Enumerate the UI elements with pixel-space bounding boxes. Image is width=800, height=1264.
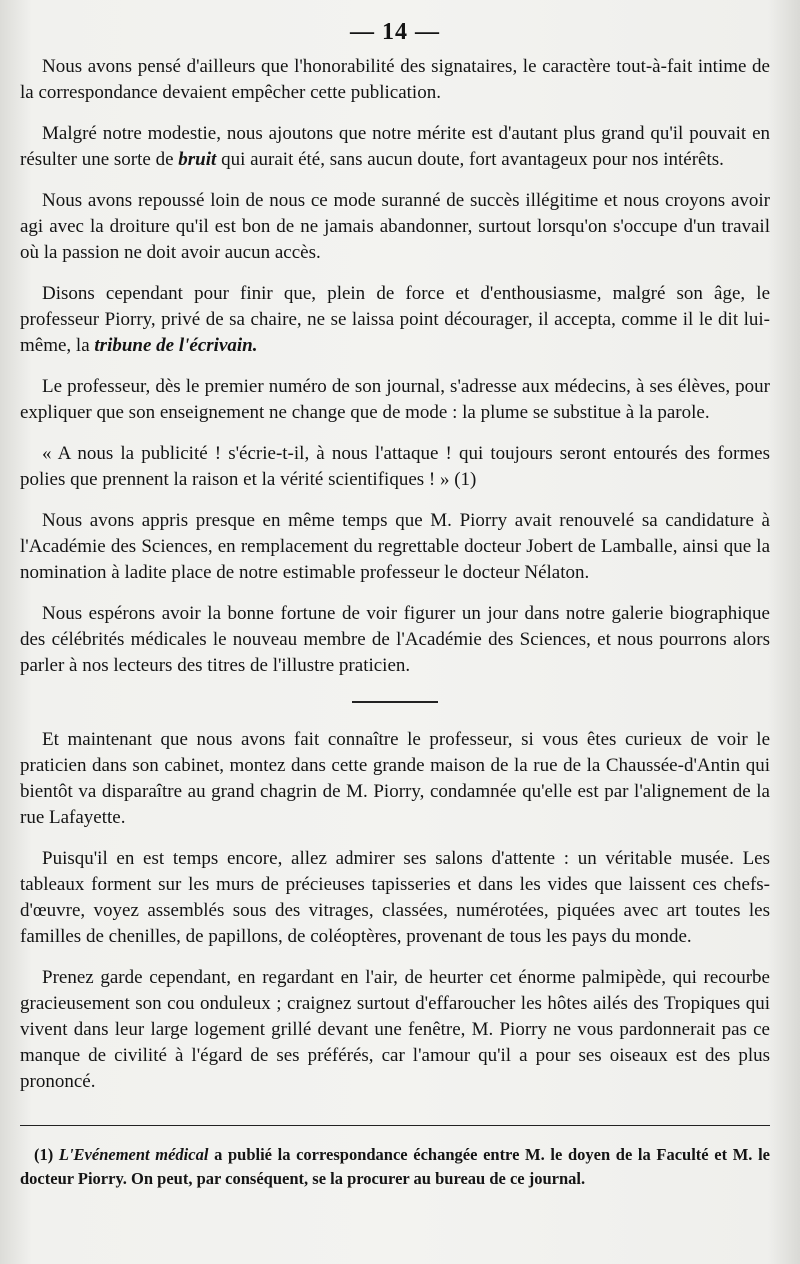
paragraph-4-text: Disons cependant pour finir que, plein de force et d'enthousiasme, malgré son âge, le professeur Piorry, privé de sa chaire, ne se laissa point décourager, il accepta, comme il le dit lui-même, la: [20, 283, 770, 356]
paragraph-4-italic-tribune: tribune de l'écrivain.: [94, 335, 258, 356]
paragraph-5: Le professeur, dès le premier numéro de son journal, s'adresse aux médecins, à ses élèves, pour expliquer que son enseignement ne change que de mode : la plume se substitue à la parole.: [20, 376, 770, 423]
paragraph-2-italic-bruit: bruit: [178, 149, 217, 170]
paragraph-10: Prenez garde cependant, en regardant en l'air, de heurter cet énorme palmipède, qui recourbe gracieusement son cou onduleux ; craignez surtout d'effaroucher les hôtes ailés des Tropiques qui vivent dans leur large logement grillé devant une fenêtre, M. Piorry ne vous pardonnerait pas ce manque de civilité à l'égard de ses préférés, car l'amour qu'il a pour ses oiseaux est des plus prononcé.: [20, 967, 770, 1092]
page-number: — 14 —: [350, 19, 440, 45]
paragraph-7: Nous espérons avoir la bonne fortune de voir figurer un jour dans notre galerie biographique des célébrités médicales le nouveau membre de l'Académie des Sciences, et nous pourrons alors parler à nos lecteurs des titres de l'illustre praticien.: [20, 603, 770, 676]
paragraph-2: [20, 121, 770, 173]
paragraph-6: Nous avons appris presque en même temps que M. Piorry avait renouvelé sa candidature à l'Académie des Sciences, en remplacement du regrettable docteur Jobert de Lamballe, ainsi que la nomination à ladite place de notre estimable professeur le docteur Nélaton.: [20, 510, 770, 583]
footnote-rule: [20, 1125, 770, 1126]
paragraph-2-part-b: qui aurait été, sans aucun doute, fort avantageux pour nos intérêts.: [216, 149, 724, 170]
paragraph-3: Nous avons repoussé loin de nous ce mode suranné de succès illégitime et nous croyons avoir agi avec la droiture qu'il est bon de ne jamais abandonner, surtout lorsqu'on s'occupe d'un travail où la passion ne doit avoir aucun accès.: [20, 190, 770, 263]
paragraph-1: Nous avons pensé d'ailleurs que l'honorabilité des signataires, le caractère tout-à-fait intime de la correspondance devaient empêcher cette publication.: [20, 56, 770, 103]
paragraph-4: [20, 281, 770, 359]
footnote-marker: (1): [34, 1144, 59, 1164]
paragraph-8: Et maintenant que nous avons fait connaître le professeur, si vous êtes curieux de voir le praticien dans son cabinet, montez dans cette grande maison de la rue de la Chaussée-d'Antin qui bientôt va disparaître au grand chagrin de M. Piorry, condamnée qu'elle est par l'alignement de la rue Lafayette.: [20, 729, 770, 828]
footnote-text: a publié la correspondance échangée entre M. le doyen de la Faculté et M. le docteur Piorry. On peut, par conséquent, se la procurer au bureau de ce journal.: [20, 1144, 770, 1188]
section-divider: [352, 701, 438, 703]
footnote-journal-title: L'Evénement médical: [58, 1144, 209, 1164]
paragraph-quote: « A nous la publicité ! s'écrie-t-il, à nous l'attaque ! qui toujours seront entourés des formes polies que prennent la raison et la vérité scientifiques ! » (1): [20, 443, 770, 490]
paragraph-9: Puisqu'il en est temps encore, allez admirer ses salons d'attente : un véritable musée. Les tableaux forment sur les murs de précieuses tapisseries et dans les vides que laissent ces chefs-d'œuvre, voyez assemblés sous des vitrages, classées, numérotées, piquées avec art toutes les familles de chenilles, de papillons, de coléoptères, provenant de tous les pays du monde.: [20, 848, 770, 947]
footnote: [20, 1143, 770, 1191]
paragraph-2-part-a: Malgré notre modestie, nous ajoutons que notre mérite est d'autant plus grand qu'il pouvait en résulter une sorte de: [20, 123, 770, 170]
